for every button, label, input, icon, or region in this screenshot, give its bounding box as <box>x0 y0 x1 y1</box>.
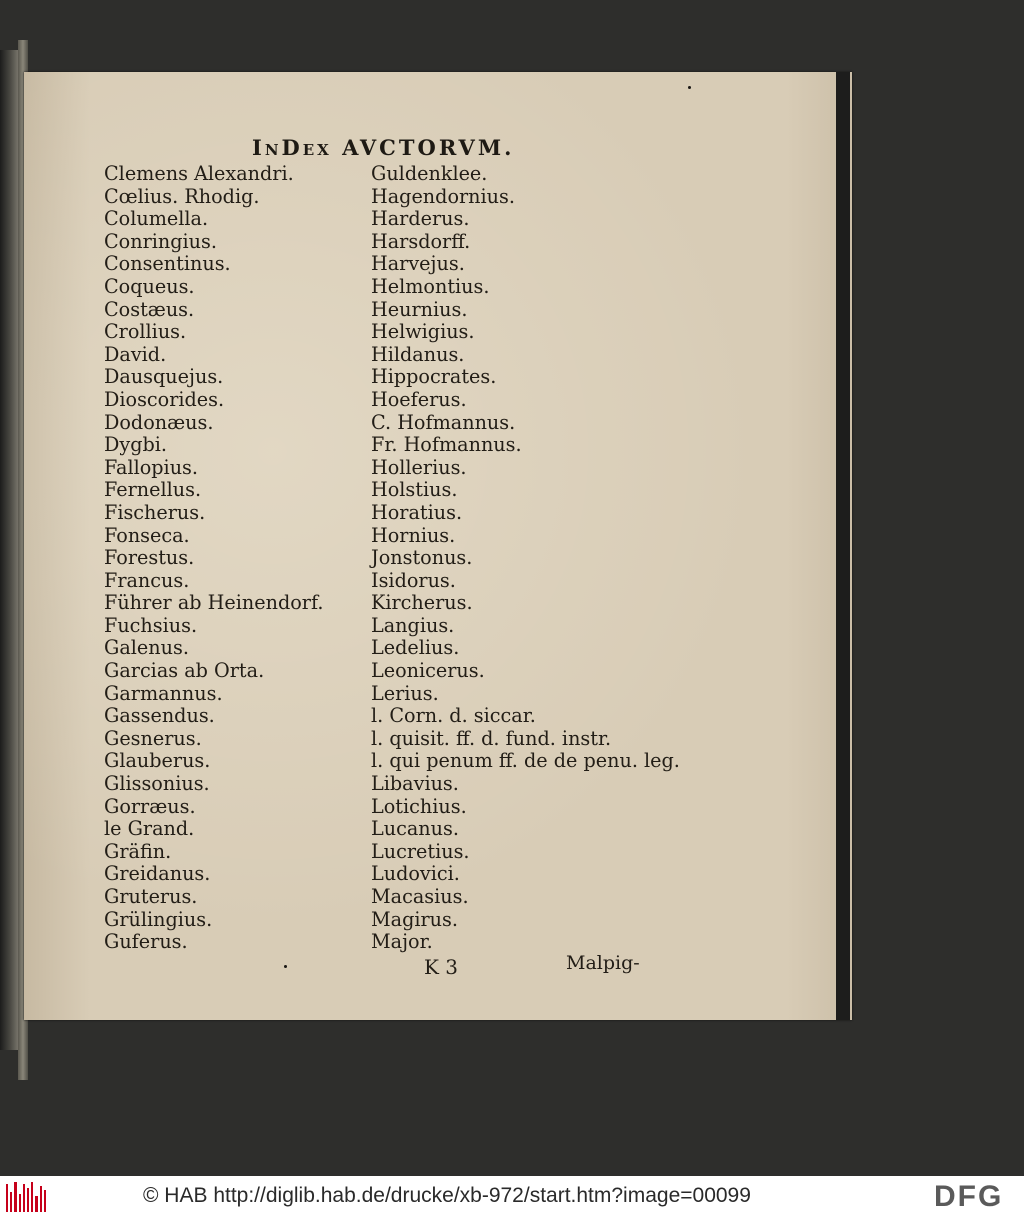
index-entry: Ledelius. <box>371 636 460 660</box>
index-entry: C. Hofmannus. <box>371 410 516 434</box>
index-entry: l. quisit. ff. d. fund. instr. <box>371 726 612 750</box>
index-entry: Glauberus. <box>104 749 211 773</box>
index-entry: Francus. <box>104 568 190 592</box>
index-entry: Heurnius. <box>371 297 468 321</box>
index-entry: Fonseca. <box>104 523 190 547</box>
index-entry: Forestus. <box>104 546 195 570</box>
index-entry: Crollius. <box>104 320 187 344</box>
logo-bar <box>10 1192 12 1212</box>
index-entry: Costæus. <box>104 297 195 321</box>
index-entry: Magirus. <box>371 907 458 931</box>
index-entry: Guferus. <box>104 930 188 954</box>
index-entry: Gorræus. <box>104 794 196 818</box>
page-header: InDex AVCTORVM. <box>252 135 515 160</box>
logo-bar <box>23 1184 25 1212</box>
index-entry: Fischerus. <box>104 500 206 524</box>
index-entry: Dodonæus. <box>104 410 214 434</box>
logo-bar <box>40 1186 42 1212</box>
index-entry: le Grand. <box>104 817 195 841</box>
footer-bar <box>0 1176 1024 1216</box>
index-entry: Galenus. <box>104 636 189 660</box>
index-entry: Cœlius. Rhodig. <box>104 184 260 208</box>
index-entry: Hildanus. <box>371 342 465 366</box>
index-entry: David. <box>104 342 167 366</box>
index-entry: Conringius. <box>104 229 217 253</box>
paper-speck <box>688 86 691 89</box>
index-entry: Fuchsius. <box>104 613 198 637</box>
index-entry: l. Corn. d. siccar. <box>371 704 536 728</box>
index-entry: Guldenklee. <box>371 162 488 185</box>
index-entry: Gesnerus. <box>104 726 202 750</box>
index-entry: l. qui penum ff. de de penu. leg. <box>371 749 680 773</box>
index-entry: Holstius. <box>371 478 458 502</box>
index-entry: Coqueus. <box>104 274 195 298</box>
index-entry: Dausquejus. <box>104 365 224 389</box>
index-entry: Libavius. <box>371 772 459 796</box>
index-entry: Kircherus. <box>371 591 473 615</box>
logo-bar <box>6 1184 8 1212</box>
hab-barcode-logo-icon[interactable] <box>6 1180 46 1212</box>
footer-credit-link[interactable]: © HAB http://diglib.hab.de/drucke/xb-972/start.htm?image=00099 <box>143 1184 751 1207</box>
index-entry: Garcias ab Orta. <box>104 659 265 683</box>
logo-bar <box>35 1196 37 1212</box>
index-entry: Lucanus. <box>371 817 459 841</box>
paper-speck <box>284 965 287 968</box>
index-entry: Grülingius. <box>104 907 213 931</box>
index-entry: Columella. <box>104 207 209 231</box>
index-entry: Fernellus. <box>104 478 202 502</box>
index-entry: Harsdorff. <box>371 229 471 253</box>
index-entry: Helwigius. <box>371 320 475 344</box>
index-entry: Glissonius. <box>104 772 210 796</box>
signature-mark: K 3 <box>424 955 459 979</box>
index-entry: Fallopius. <box>104 455 198 479</box>
index-entry: Führer ab Heinendorf. <box>104 591 324 615</box>
logo-bar <box>31 1182 33 1212</box>
index-entry: Hagendornius. <box>371 184 515 208</box>
logo-bar <box>14 1182 16 1212</box>
index-entry: Ludovici. <box>371 862 460 886</box>
index-entry: Horatius. <box>371 500 463 524</box>
index-entry: Hippocrates. <box>371 365 497 389</box>
index-entry: Jonstonus. <box>371 546 473 570</box>
author-column-right <box>371 163 680 954</box>
index-entry: Dioscorides. <box>104 387 225 411</box>
index-entry: Gassendus. <box>104 704 215 728</box>
index-entry: Gräfin. <box>104 839 172 863</box>
index-entry: Isidorus. <box>371 568 456 592</box>
index-entry: Harderus. <box>371 207 470 231</box>
index-entry: Consentinus. <box>104 252 231 276</box>
index-entry: Fr. Hofmannus. <box>371 433 522 457</box>
index-entry: Harvejus. <box>371 252 465 276</box>
index-entry: Hornius. <box>371 523 456 547</box>
author-column-left <box>104 163 323 954</box>
index-entry: Garmannus. <box>104 681 223 705</box>
index-entry: Hollerius. <box>371 455 467 479</box>
index-entry: Greidanus. <box>104 862 211 886</box>
index-entry: Gruterus. <box>104 885 198 908</box>
index-entry: Major. <box>371 930 433 954</box>
catchword: Malpig- <box>566 952 640 974</box>
index-entry: Macasius. <box>371 885 469 908</box>
index-entry: Lotichius. <box>371 794 467 818</box>
logo-bar <box>44 1190 46 1212</box>
index-entry: Langius. <box>371 613 455 637</box>
index-entry: Lerius. <box>371 681 439 705</box>
index-entry: Hoeferus. <box>371 387 467 411</box>
index-entry: Leonicerus. <box>371 659 485 683</box>
index-entry: Lucretius. <box>371 839 470 863</box>
logo-bar <box>19 1194 21 1212</box>
index-entry: Clemens Alexandri. <box>104 162 294 185</box>
dfg-logo[interactable]: DFG <box>934 1180 1004 1213</box>
index-entry: Dygbi. <box>104 433 168 457</box>
index-entry: Helmontius. <box>371 274 490 298</box>
logo-bar <box>27 1188 29 1212</box>
page-right-shadow <box>836 72 850 1020</box>
